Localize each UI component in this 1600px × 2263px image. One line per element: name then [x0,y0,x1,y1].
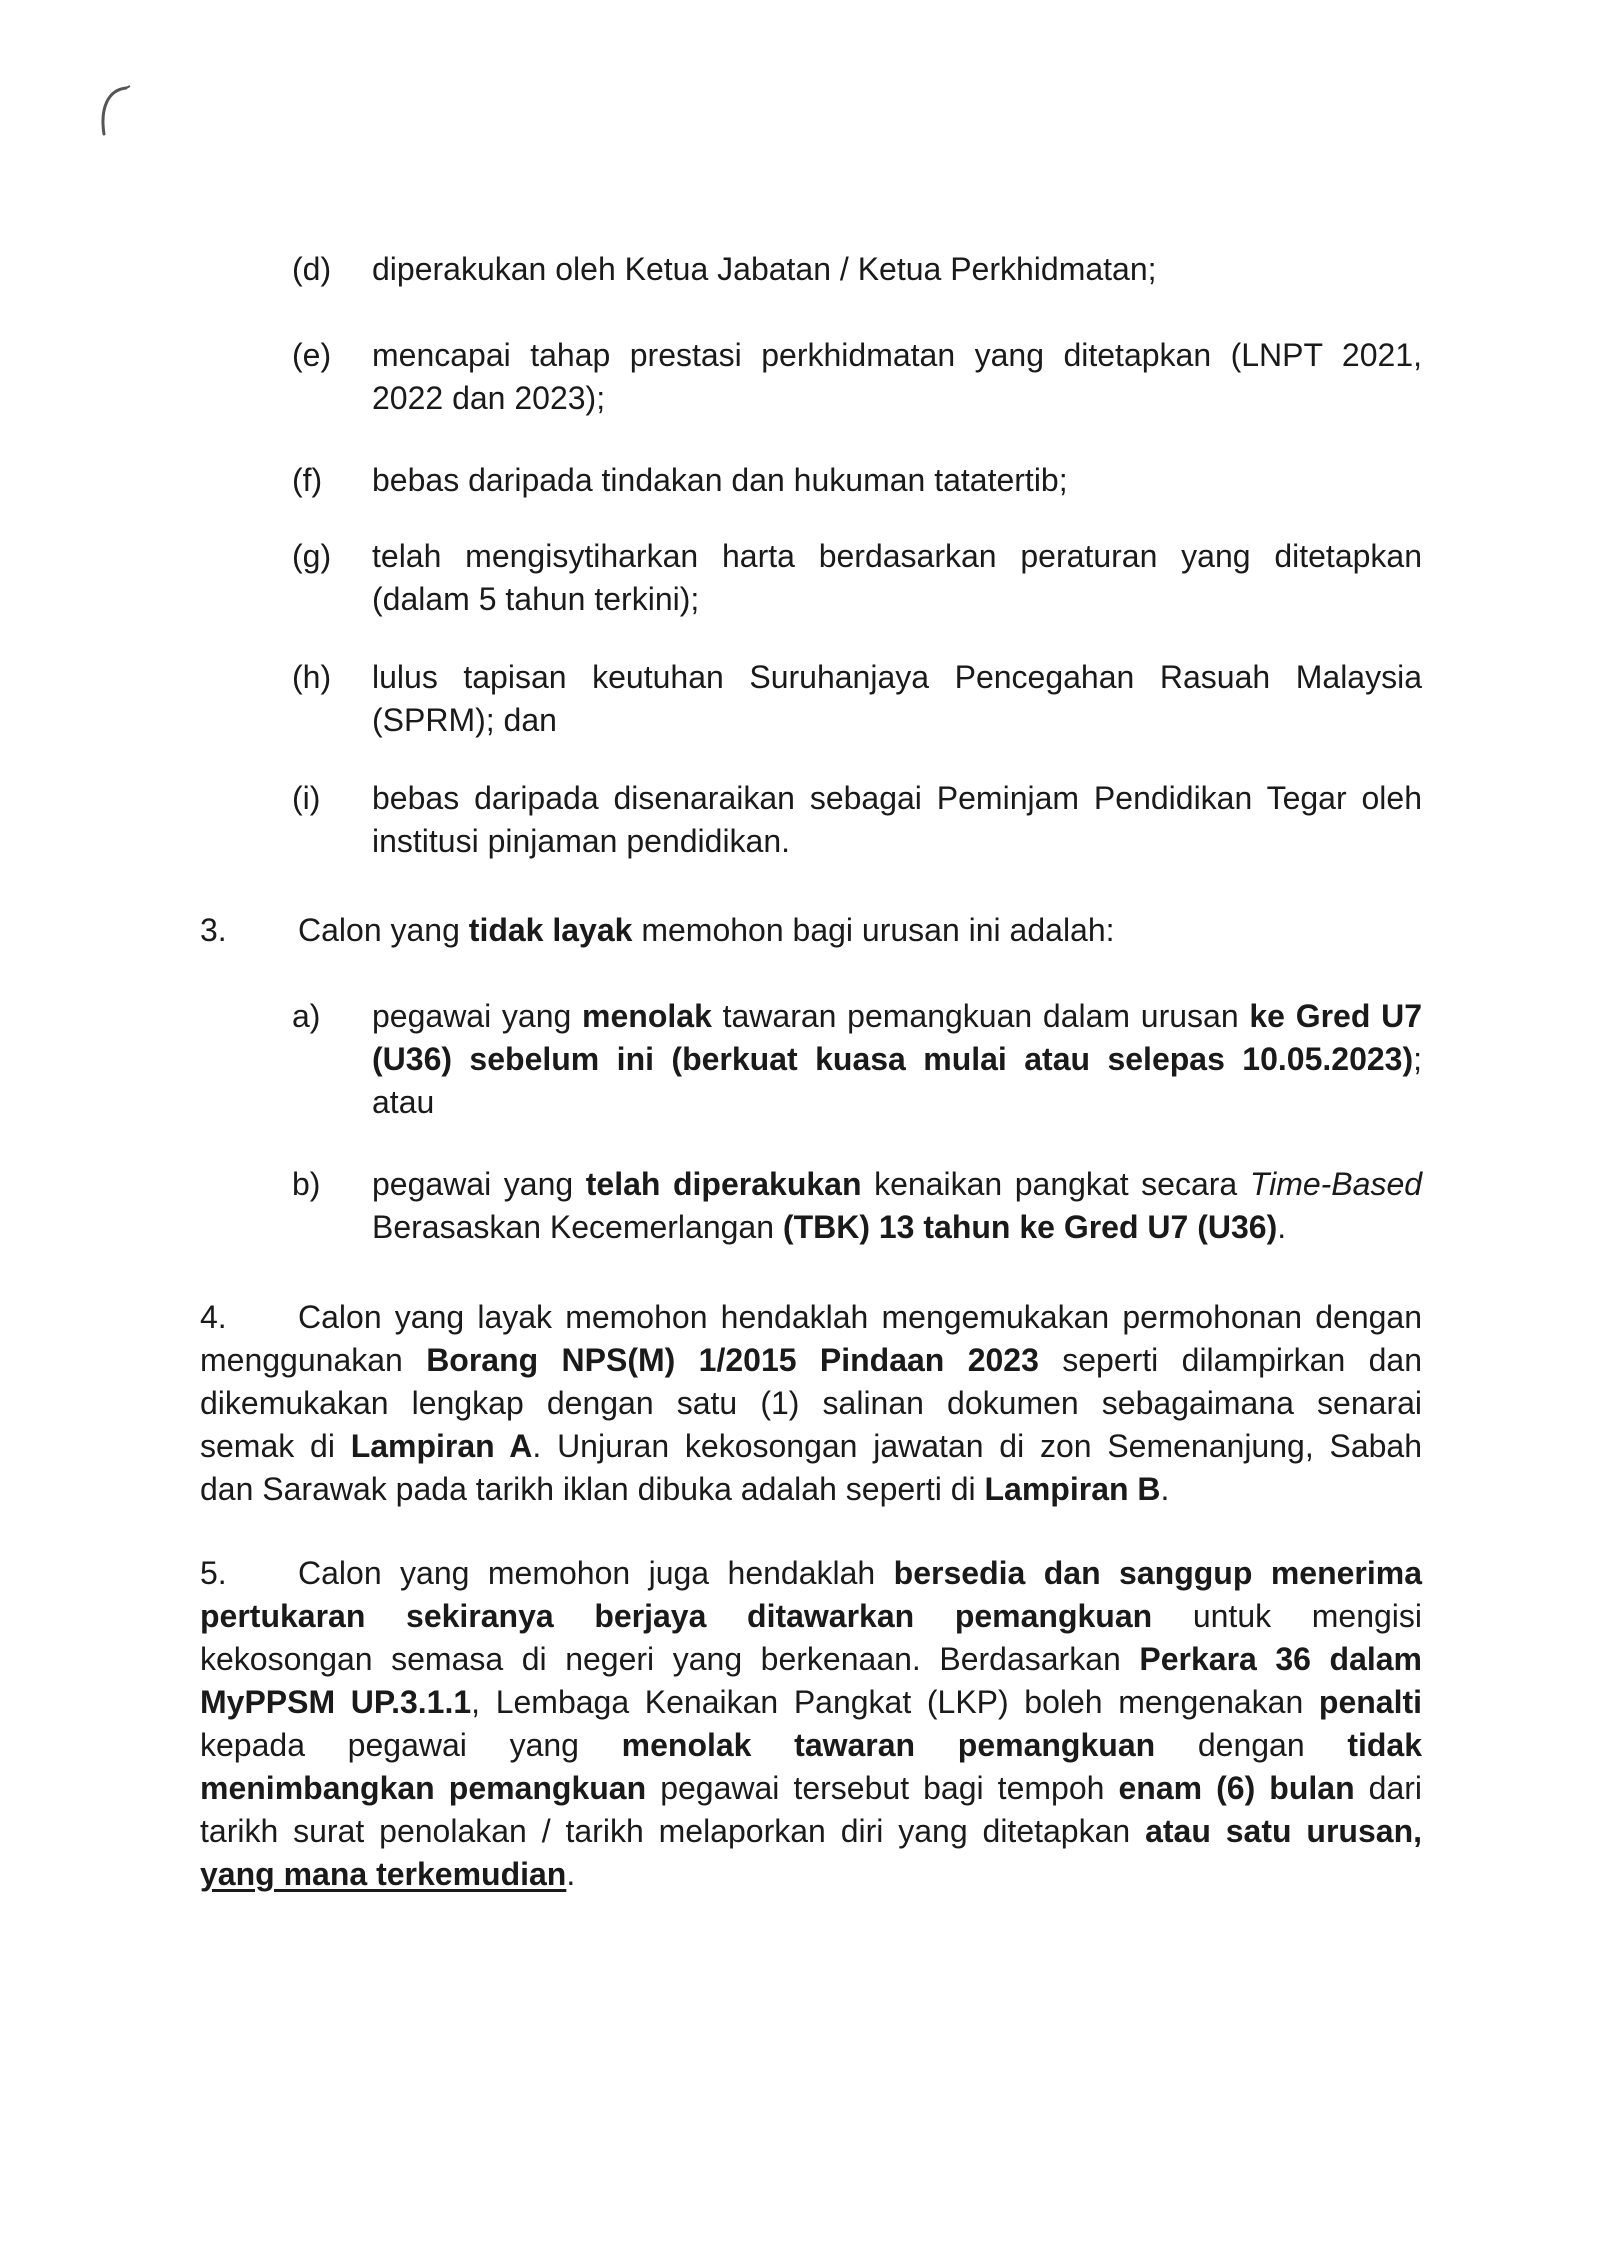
bold-run: menolak tawaran pemangkuan [621,1727,1156,1763]
paragraph-5 [200,1552,1422,1896]
paragraph-number: 3. [200,912,227,948]
para-line [200,1552,1422,1595]
text-run: . [1160,1471,1170,1507]
item-marker: b) [292,1166,321,1202]
bold-run: atau satu urusan, [1145,1813,1423,1849]
item-marker: (e) [292,337,332,373]
bold-run: tidak [1347,1727,1422,1763]
text-run: . [566,1856,576,1892]
list-item-i [292,777,1422,863]
item-text: diperakukan oleh Ketua Jabatan / Ketua Perkhidmatan; [372,251,1157,287]
list-item-b [292,1163,1422,1249]
paragraph-number: 5. [200,1555,227,1591]
text-run: menggunakan [200,1342,427,1378]
item-line: lulus tapisan keutuhan Suruhanjaya Pencegahan Rasuah Malaysia [372,659,1422,695]
text-run: Berasaskan Kecemerlangan [372,1209,783,1245]
item-line [372,1163,1422,1206]
text-run: tarikh surat penolakan / tarikh melaporkan diri yang ditetapkan [200,1813,1146,1849]
item-line: bebas daripada disenaraikan sebagai Peminjam Pendidikan Tegar oleh [372,780,1422,816]
para-line [200,1853,1422,1896]
bold-run: tidak layak [468,912,633,948]
bold-run: (TBK) 13 tahun ke Gred U7 (U36) [782,1209,1278,1245]
bold-run: pertukaran sekiranya berjaya ditawarkan pemangkuan [200,1598,1153,1634]
text-run: ; [1413,1041,1422,1077]
para-line [200,1425,1422,1468]
text-run: Calon yang memohon juga hendaklah [298,1555,894,1591]
item-line [372,1038,1422,1081]
text-run: kekosongan semasa di negeri yang berkenaan. Berdasarkan [200,1641,1140,1677]
item-line: atau [372,1084,435,1120]
bold-run: Lampiran B [984,1471,1161,1507]
item-line: institusi pinjaman pendidikan. [372,823,791,859]
item-line [372,995,1422,1038]
bold-run: MyPPSM UP.3.1.1 [200,1684,472,1720]
text-run: kepada pegawai yang [200,1727,622,1763]
underlined-bold-run: yang mana terkemudian [200,1856,567,1892]
text-run: pegawai tersebut bagi tempoh [646,1770,1119,1806]
list-item-d [292,248,1422,291]
item-marker: (d) [292,251,332,287]
text-run: semak di [200,1428,351,1464]
bold-run: penalti [1318,1684,1423,1720]
paragraph-4 [200,1296,1422,1511]
bold-run: Perkara 36 dalam [1139,1641,1423,1677]
item-marker: (g) [292,538,332,574]
text-run: kenaikan pangkat secara [861,1166,1250,1202]
item-line: (SPRM); dan [372,702,557,738]
para-line [200,1681,1422,1724]
item-text [372,995,1422,1124]
para-line [200,1296,1422,1339]
item-line: telah mengisytiharkan harta berdasarkan peraturan yang ditetapkan [372,538,1422,574]
text-run: , Lembaga Kenaikan Pangkat (LKP) boleh mengenakan [471,1684,1319,1720]
text-run: dengan [1155,1727,1348,1763]
item-marker: (h) [292,659,332,695]
bold-run: telah diperakukan [585,1166,862,1202]
item-line: (dalam 5 tahun terkini); [372,581,700,617]
para-line [200,1468,1422,1511]
item-line: mencapai tahap prestasi perkhidmatan yang ditetapkan (LNPT 2021, [372,337,1422,373]
scan-mark-icon [96,82,136,138]
item-text [372,656,1422,742]
para-line [200,1810,1422,1853]
bold-run: Borang NPS(M) 1/2015 Pindaan 2023 [426,1342,1039,1378]
item-text [372,334,1422,420]
italic-run: Time-Based [1249,1166,1423,1202]
bold-run: ke Gred U7 [1249,998,1423,1034]
text-run: pegawai yang [372,998,583,1034]
bold-run: bersedia dan sanggup menerima [893,1555,1423,1591]
paragraph-number: 4. [200,1299,227,1335]
list-item-e [292,334,1422,420]
para-line [200,1339,1422,1382]
bold-run: Lampiran A [350,1428,533,1464]
bold-run: menolak [582,998,712,1034]
para-line: dikemukakan lengkap dengan satu (1) salinan dokumen sebagaimana senarai [200,1385,1422,1421]
list-item-g [292,535,1422,621]
text-run: untuk mengisi [1152,1598,1423,1634]
item-marker: (i) [292,780,321,816]
bold-run: menimbangkan pemangkuan [200,1770,647,1806]
text-run: Calon yang [298,912,469,948]
list-item-h [292,656,1422,742]
para-line [200,1638,1422,1681]
para-line [200,1595,1422,1638]
text-run: . Unjuran kekosongan jawatan di zon Semenanjung, Sabah [532,1428,1422,1464]
text-run: memohon bagi urusan ini adalah: [632,912,1115,948]
bold-run: enam (6) bulan [1118,1770,1355,1806]
text-run: Calon yang layak memohon hendaklah mengemukakan permohonan dengan [298,1299,1422,1335]
text-run: tawaran pemangkuan dalam urusan [711,998,1250,1034]
item-line: 2022 dan 2023); [372,380,606,416]
list-item-a [292,995,1422,1124]
para-line [200,1767,1422,1810]
list-item-f [292,459,1422,502]
text-run: seperti dilampirkan dan [1038,1342,1423,1378]
item-marker: a) [292,998,321,1034]
text-run: dari [1354,1770,1423,1806]
para-line [200,1724,1422,1767]
bold-run: (U36) sebelum ini (berkuat kuasa mulai atau selepas 10.05.2023) [372,1041,1414,1077]
item-line [372,1206,1422,1249]
text-run: dan Sarawak pada tarikh iklan dibuka adalah seperti di [200,1471,985,1507]
item-text [372,535,1422,621]
item-marker: (f) [292,462,323,498]
paragraph-3-heading [200,909,1422,952]
item-text [372,777,1422,863]
item-text [372,1163,1422,1249]
text-run: pegawai yang [372,1166,586,1202]
item-text: bebas daripada tindakan dan hukuman tatatertib; [372,462,1068,498]
text-run: . [1277,1209,1287,1245]
